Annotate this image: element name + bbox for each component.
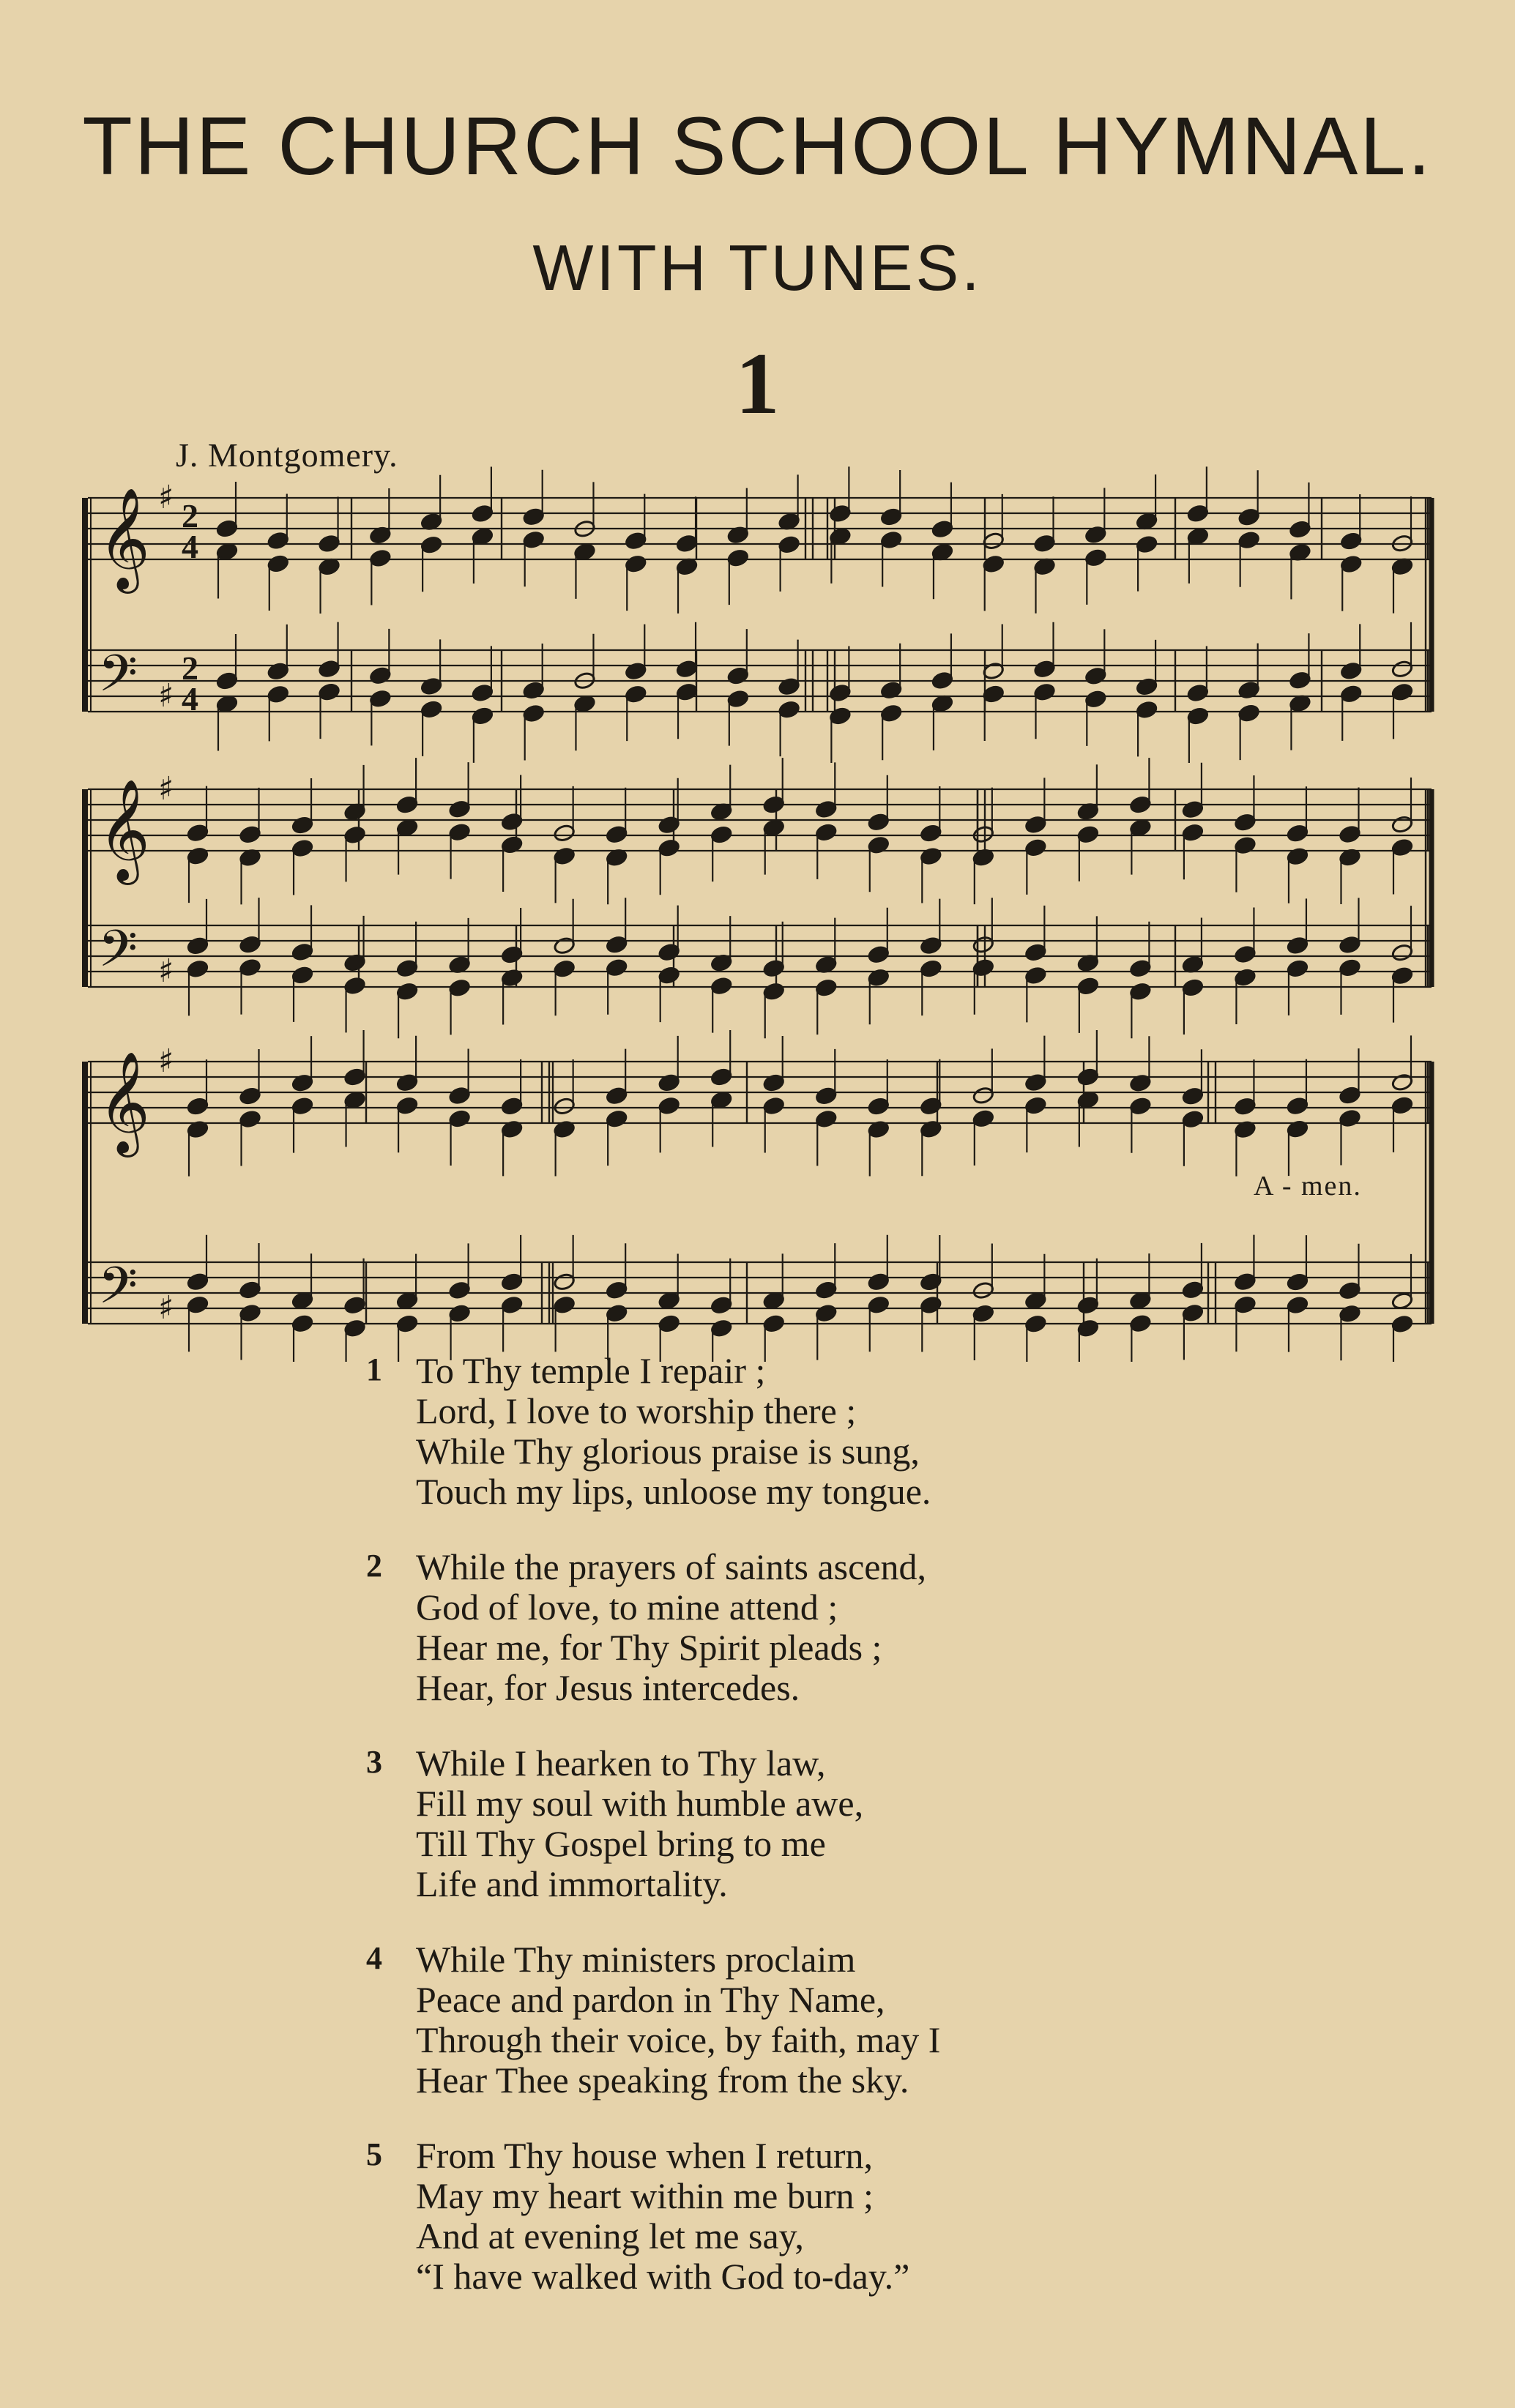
sharp-icon: ♯: [158, 677, 174, 715]
note-head: [762, 959, 785, 978]
note-head: [1182, 1281, 1205, 1300]
note-head: [396, 819, 419, 838]
sharp-icon: ♯: [158, 1043, 174, 1080]
note-head: [606, 958, 628, 977]
note-head: [1129, 959, 1152, 978]
note-head: [369, 549, 392, 568]
note-head: [553, 824, 576, 843]
note-head: [369, 666, 392, 685]
note-head: [369, 689, 392, 708]
note-head: [318, 534, 340, 553]
treble-clef-icon: 𝄞: [98, 488, 150, 589]
note-head: [501, 1097, 524, 1116]
note-head: [920, 936, 942, 955]
note-head: [1024, 1096, 1047, 1115]
note-head: [1237, 704, 1260, 723]
note-head: [815, 1281, 838, 1300]
note-head: [1287, 847, 1309, 866]
note-head: [1287, 824, 1309, 843]
note-head: [658, 966, 680, 985]
note-head: [448, 1281, 471, 1300]
note-head: [1340, 661, 1363, 680]
note-head: [1033, 534, 1056, 553]
note-head: [1391, 966, 1414, 985]
note-head: [1289, 520, 1311, 539]
verse-number: 4: [366, 1940, 382, 1976]
note-head: [1033, 682, 1056, 701]
note-head: [920, 847, 942, 866]
bass-clef-icon: 𝄢: [98, 644, 138, 715]
note-head: [448, 1086, 471, 1106]
note-head: [216, 671, 239, 690]
note-head: [187, 1097, 209, 1116]
note-head: [1129, 795, 1152, 814]
note-head: [1136, 535, 1158, 554]
note-head: [1187, 527, 1210, 546]
note-head: [1391, 1073, 1414, 1092]
verse-line: While Thy glorious praise is sung,: [416, 1431, 920, 1472]
note-head: [187, 824, 209, 843]
note-head: [762, 819, 785, 838]
note-head: [867, 1272, 890, 1291]
note-head: [396, 795, 419, 814]
note-head: [318, 682, 340, 701]
note-head: [1084, 690, 1107, 709]
note-head: [1024, 943, 1047, 962]
note-head: [658, 816, 680, 835]
note-head: [1391, 1315, 1414, 1334]
note-head: [815, 800, 838, 819]
verse-line: Fill my soul with humble awe,: [416, 1783, 864, 1824]
verse-line: Touch my lips, unloose my tongue.: [416, 1471, 931, 1512]
note-head: [1187, 684, 1210, 703]
sharp-icon: ♯: [158, 770, 174, 808]
note-head: [1077, 825, 1100, 844]
hymn-verses: [366, 1351, 940, 2332]
note-head: [239, 1110, 261, 1129]
note-head: [972, 1086, 995, 1105]
note-head: [448, 799, 471, 819]
note-head: [291, 942, 314, 961]
verse-number: 3: [366, 1744, 382, 1780]
verse-line: God of love, to mine attend ;: [416, 1587, 838, 1628]
note-head: [829, 707, 852, 726]
note-head: [1234, 1272, 1257, 1291]
note-head: [1287, 1296, 1309, 1315]
note-head: [1234, 1097, 1257, 1116]
note-head: [553, 1295, 576, 1314]
note-head: [815, 823, 838, 842]
verse-line: Hear, for Jesus intercedes.: [416, 1667, 800, 1708]
note-head: [606, 1304, 628, 1323]
note-head: [1287, 959, 1309, 978]
bass-clef-icon: 𝄢: [98, 1256, 138, 1327]
time-signature-top: 2: [182, 649, 198, 687]
sharp-icon: ♯: [158, 1289, 174, 1327]
note-head: [1024, 1073, 1047, 1092]
note-head: [880, 704, 903, 723]
note-head: [448, 978, 471, 997]
note-head: [1391, 943, 1414, 962]
note-head: [420, 677, 443, 696]
note-head: [187, 846, 209, 865]
note-head: [1340, 532, 1363, 551]
note-head: [1182, 800, 1205, 819]
note-head: [1033, 660, 1056, 679]
note-head: [606, 1086, 628, 1106]
note-head: [1084, 548, 1107, 567]
note-head: [1024, 815, 1047, 834]
note-head: [343, 1091, 366, 1110]
verse-line: To Thy temple I repair ;: [416, 1350, 766, 1391]
note-head: [1287, 1097, 1309, 1116]
note-head: [396, 982, 419, 1001]
treble-clef-icon: 𝄞: [98, 1051, 150, 1153]
note-head: [553, 1272, 576, 1291]
note-head: [1234, 1295, 1257, 1314]
note-head: [625, 685, 647, 704]
note-head: [343, 1296, 366, 1315]
note-head: [216, 695, 239, 714]
verse-line: Life and immortality.: [416, 1863, 728, 1904]
note-head: [501, 1272, 524, 1291]
verse-line: “I have walked with God to-day.”: [416, 2256, 910, 2297]
note-head: [815, 1304, 838, 1323]
note-head: [187, 936, 209, 955]
note-head: [522, 530, 545, 549]
note-head: [867, 813, 890, 832]
note-head: [472, 684, 494, 703]
note-head: [187, 1272, 209, 1291]
note-head: [501, 945, 524, 964]
verse-5: [366, 2136, 940, 2297]
note-head: [1391, 815, 1414, 834]
verse-line: While the prayers of saints ascend,: [416, 1546, 926, 1587]
note-head: [867, 1295, 890, 1314]
note-head: [1339, 1281, 1361, 1300]
verse-line: Through their voice, by faith, may I: [416, 2019, 941, 2060]
note-head: [267, 554, 289, 573]
sharp-icon: ♯: [158, 953, 174, 990]
treble-clef-icon: 𝄞: [98, 779, 150, 881]
note-head: [625, 662, 647, 681]
note-head: [1339, 825, 1361, 844]
verse-line: From Thy house when I return,: [416, 2135, 873, 2176]
verse-line: And at evening let me say,: [416, 2215, 804, 2256]
time-signature-bottom: 4: [182, 528, 198, 565]
note-head: [1339, 1086, 1361, 1105]
note-head: [1234, 945, 1257, 964]
time-signature-bottom: 4: [182, 680, 198, 717]
note-head: [291, 816, 314, 835]
note-head: [920, 824, 942, 843]
note-head: [829, 684, 852, 703]
note-head: [553, 936, 576, 955]
note-head: [239, 825, 261, 844]
note-head: [1077, 1296, 1100, 1315]
note-head: [343, 1319, 366, 1338]
note-head: [658, 838, 680, 857]
verse-line: Till Thy Gospel bring to me: [416, 1823, 826, 1864]
verse-2: [366, 1547, 940, 1708]
note-head: [727, 666, 750, 685]
note-head: [343, 825, 366, 844]
note-head: [762, 1314, 785, 1333]
note-head: [1187, 707, 1210, 726]
note-head: [1234, 813, 1257, 832]
note-head: [1237, 531, 1260, 550]
note-head: [815, 1109, 838, 1128]
note-head: [291, 1291, 314, 1310]
verse-line: Hear me, for Thy Spirit pleads ;: [416, 1627, 882, 1668]
note-head: [396, 1073, 419, 1092]
verse-number: 1: [366, 1352, 382, 1387]
note-head: [343, 976, 366, 995]
note-head: [1391, 1096, 1414, 1115]
note-head: [1339, 958, 1361, 977]
note-head: [553, 846, 576, 865]
verse-number: 2: [366, 1548, 382, 1584]
note-head: [931, 520, 954, 539]
note-head: [396, 959, 419, 978]
note-head: [1084, 666, 1107, 685]
note-head: [676, 534, 699, 553]
note-head: [396, 1096, 419, 1115]
note-head: [396, 1291, 419, 1311]
bass-clef-icon: 𝄢: [98, 919, 138, 991]
verse-3: [366, 1743, 940, 1904]
note-head: [1129, 1291, 1152, 1310]
note-head: [815, 978, 838, 997]
note-head: [931, 671, 954, 690]
sharp-icon: ♯: [158, 479, 174, 516]
note-head: [606, 825, 628, 844]
note-head: [1182, 823, 1205, 842]
note-head: [1339, 1109, 1361, 1128]
note-head: [318, 660, 340, 679]
note-head: [867, 835, 890, 854]
verse-4: [366, 1939, 940, 2101]
note-head: [291, 839, 314, 858]
note-head: [710, 1319, 733, 1338]
note-head: [727, 548, 750, 567]
note-head: [239, 935, 261, 954]
note-head: [1391, 660, 1414, 679]
note-head: [880, 507, 903, 526]
note-head: [553, 1097, 576, 1116]
note-head: [762, 1097, 785, 1116]
note-head: [606, 1109, 628, 1128]
note-head: [187, 959, 209, 978]
note-head: [1187, 504, 1210, 523]
note-head: [1289, 671, 1311, 690]
note-head: [448, 823, 471, 842]
note-head: [972, 1109, 995, 1128]
note-head: [1077, 1067, 1100, 1086]
note-head: [867, 1097, 890, 1116]
note-head: [216, 519, 239, 538]
note-head: [522, 704, 545, 723]
note-head: [778, 535, 800, 554]
note-head: [606, 1281, 628, 1300]
note-head: [1129, 1314, 1152, 1333]
note-head: [658, 1291, 680, 1311]
verse-line: While I hearken to Thy law,: [416, 1742, 826, 1783]
note-head: [1391, 838, 1414, 857]
verse-line: While Thy ministers proclaim: [416, 1939, 856, 1980]
note-head: [1129, 982, 1152, 1001]
note-head: [396, 1314, 419, 1333]
note-head: [880, 531, 903, 550]
note-head: [239, 958, 261, 977]
note-head: [1391, 682, 1414, 701]
note-head: [267, 685, 289, 704]
note-head: [710, 1296, 733, 1315]
note-head: [239, 1281, 261, 1300]
note-head: [762, 982, 785, 1001]
time-signature-top: 2: [182, 497, 198, 534]
note-head: [1234, 836, 1257, 855]
note-head: [239, 1304, 261, 1323]
note-head: [1339, 935, 1361, 954]
hymn-number: 1: [735, 335, 780, 432]
note-head: [343, 1067, 366, 1086]
note-head: [867, 945, 890, 964]
note-head: [1129, 819, 1152, 838]
note-head: [762, 795, 785, 814]
note-head: [1340, 685, 1363, 704]
note-head: [1024, 1314, 1047, 1333]
book-title: THE CHURCH SCHOOL HYMNAL.: [82, 100, 1433, 192]
note-head: [972, 825, 995, 844]
verse-line: Peace and pardon in Thy Name,: [416, 1979, 885, 2020]
note-head: [1237, 507, 1260, 526]
note-head: [920, 1272, 942, 1291]
note-head: [676, 660, 699, 679]
note-head: [658, 1314, 680, 1333]
note-head: [420, 535, 443, 554]
note-head: [920, 1097, 942, 1116]
note-head: [778, 677, 800, 696]
note-head: [762, 1291, 785, 1310]
note-head: [815, 1086, 838, 1106]
verse-line: Hear Thee speaking from the sky.: [416, 2060, 909, 2101]
note-head: [448, 1304, 471, 1323]
note-head: [1339, 1304, 1361, 1323]
note-head: [501, 1295, 524, 1314]
note-head: [187, 1295, 209, 1314]
note-head: [676, 682, 699, 701]
note-head: [658, 1096, 680, 1115]
note-head: [606, 935, 628, 954]
note-head: [727, 690, 750, 709]
note-head: [522, 507, 545, 526]
note-head: [625, 532, 647, 551]
note-head: [829, 504, 852, 523]
note-head: [778, 700, 800, 719]
note-head: [710, 1091, 733, 1110]
verse-line: May my heart within me burn ;: [416, 2175, 874, 2216]
note-head: [1340, 555, 1363, 574]
note-head: [710, 825, 733, 844]
note-head: [972, 935, 995, 954]
note-head: [216, 543, 239, 562]
note-head: [920, 959, 942, 978]
book-subtitle: WITH TUNES.: [532, 231, 983, 304]
note-head: [553, 959, 576, 978]
note-head: [920, 1296, 942, 1315]
note-head: [472, 504, 494, 523]
verse-line: Lord, I love to worship there ;: [416, 1390, 857, 1431]
note-head: [1287, 936, 1309, 955]
note-head: [1024, 1291, 1047, 1311]
note-head: [1077, 1091, 1100, 1110]
amen-lyric: A - men.: [1254, 1171, 1362, 1201]
note-head: [291, 966, 314, 985]
note-head: [267, 532, 289, 551]
note-head: [1077, 1319, 1100, 1338]
note-head: [972, 1304, 995, 1323]
note-head: [448, 1109, 471, 1128]
note-head: [1024, 966, 1047, 985]
note-head: [1077, 977, 1100, 996]
note-head: [573, 543, 596, 562]
note-head: [710, 1067, 733, 1086]
note-head: [658, 1073, 680, 1092]
hymn-author: J. Montgomery.: [176, 436, 398, 474]
note-head: [1182, 1303, 1205, 1322]
note-head: [972, 958, 995, 977]
note-head: [1182, 1086, 1205, 1106]
note-head: [1129, 1097, 1152, 1116]
note-head: [239, 1086, 261, 1106]
note-head: [573, 694, 596, 713]
note-head: [658, 943, 680, 962]
note-head: [625, 554, 647, 573]
verse-number: 5: [366, 2136, 382, 2172]
note-head: [1024, 838, 1047, 857]
verse-1: [366, 1351, 940, 1512]
note-head: [1287, 1272, 1309, 1291]
note-head: [291, 1097, 314, 1116]
note-head: [1182, 1110, 1205, 1129]
note-head: [1136, 701, 1158, 720]
note-head: [267, 662, 289, 681]
note-head: [420, 700, 443, 719]
note-head: [972, 1281, 995, 1300]
note-head: [291, 1314, 314, 1333]
note-head: [1182, 978, 1205, 997]
note-head: [710, 977, 733, 996]
note-head: [501, 813, 524, 832]
note-head: [472, 707, 494, 726]
